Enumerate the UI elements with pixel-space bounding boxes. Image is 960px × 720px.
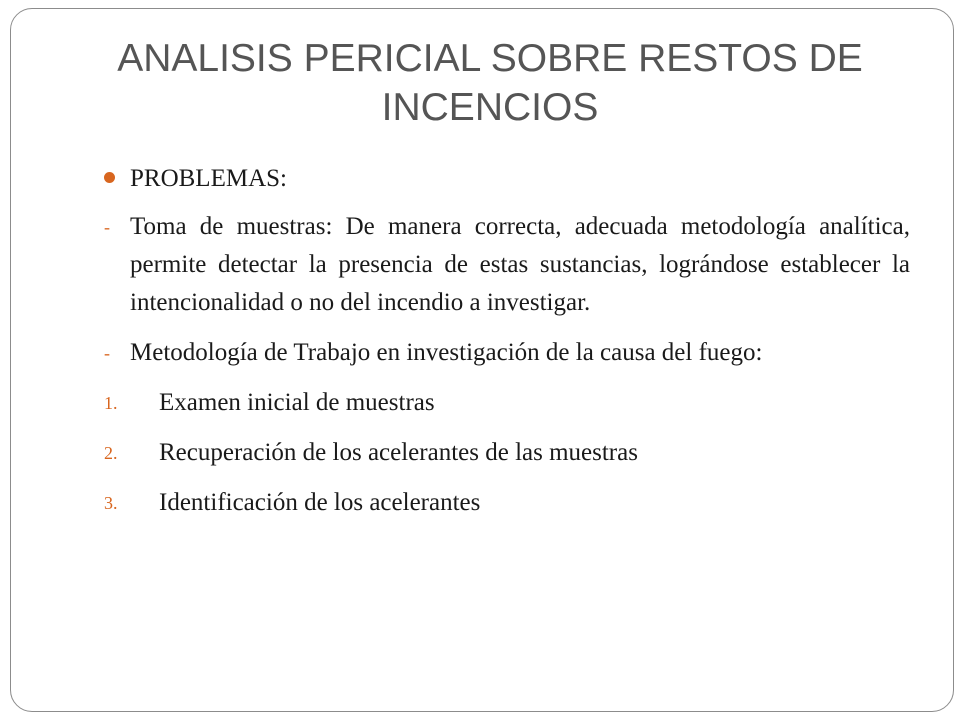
numbered-item-1	[104, 384, 910, 422]
bullet-text: PROBLEMAS:	[130, 165, 287, 192]
numbered-item-text: Recuperación de los acelerantes de las muestras	[159, 439, 638, 466]
slide-content	[104, 160, 910, 534]
slide-title: ANALISIS PERICIAL SOBRE RESTOS DE INCENCIOS	[117, 37, 863, 129]
numbered-item-3	[104, 484, 910, 522]
number-marker: 1.	[104, 393, 118, 413]
numbered-item-text: Examen inicial de muestras	[159, 389, 435, 416]
dash-item-1	[104, 208, 910, 322]
bullet-item	[104, 160, 910, 198]
numbered-item-text: Identificación de los acelerantes	[159, 489, 481, 516]
dash-item-2	[104, 334, 910, 372]
dash-item-text: Toma de muestras: De manera correcta, adecuada metodología analítica, permite detectar la presencia de estas sustancias, lográndose establecer la intencionalidad o no del incendio a investigar.	[130, 213, 910, 316]
numbered-item-2	[104, 434, 910, 472]
bullet-dot-icon	[104, 172, 115, 183]
dash-marker: -	[104, 217, 110, 237]
dash-item-text: Metodología de Trabajo en investigación de la causa del fuego:	[130, 339, 763, 366]
dash-marker: -	[104, 343, 110, 363]
number-marker: 3.	[104, 493, 118, 513]
number-marker: 2.	[104, 443, 118, 463]
